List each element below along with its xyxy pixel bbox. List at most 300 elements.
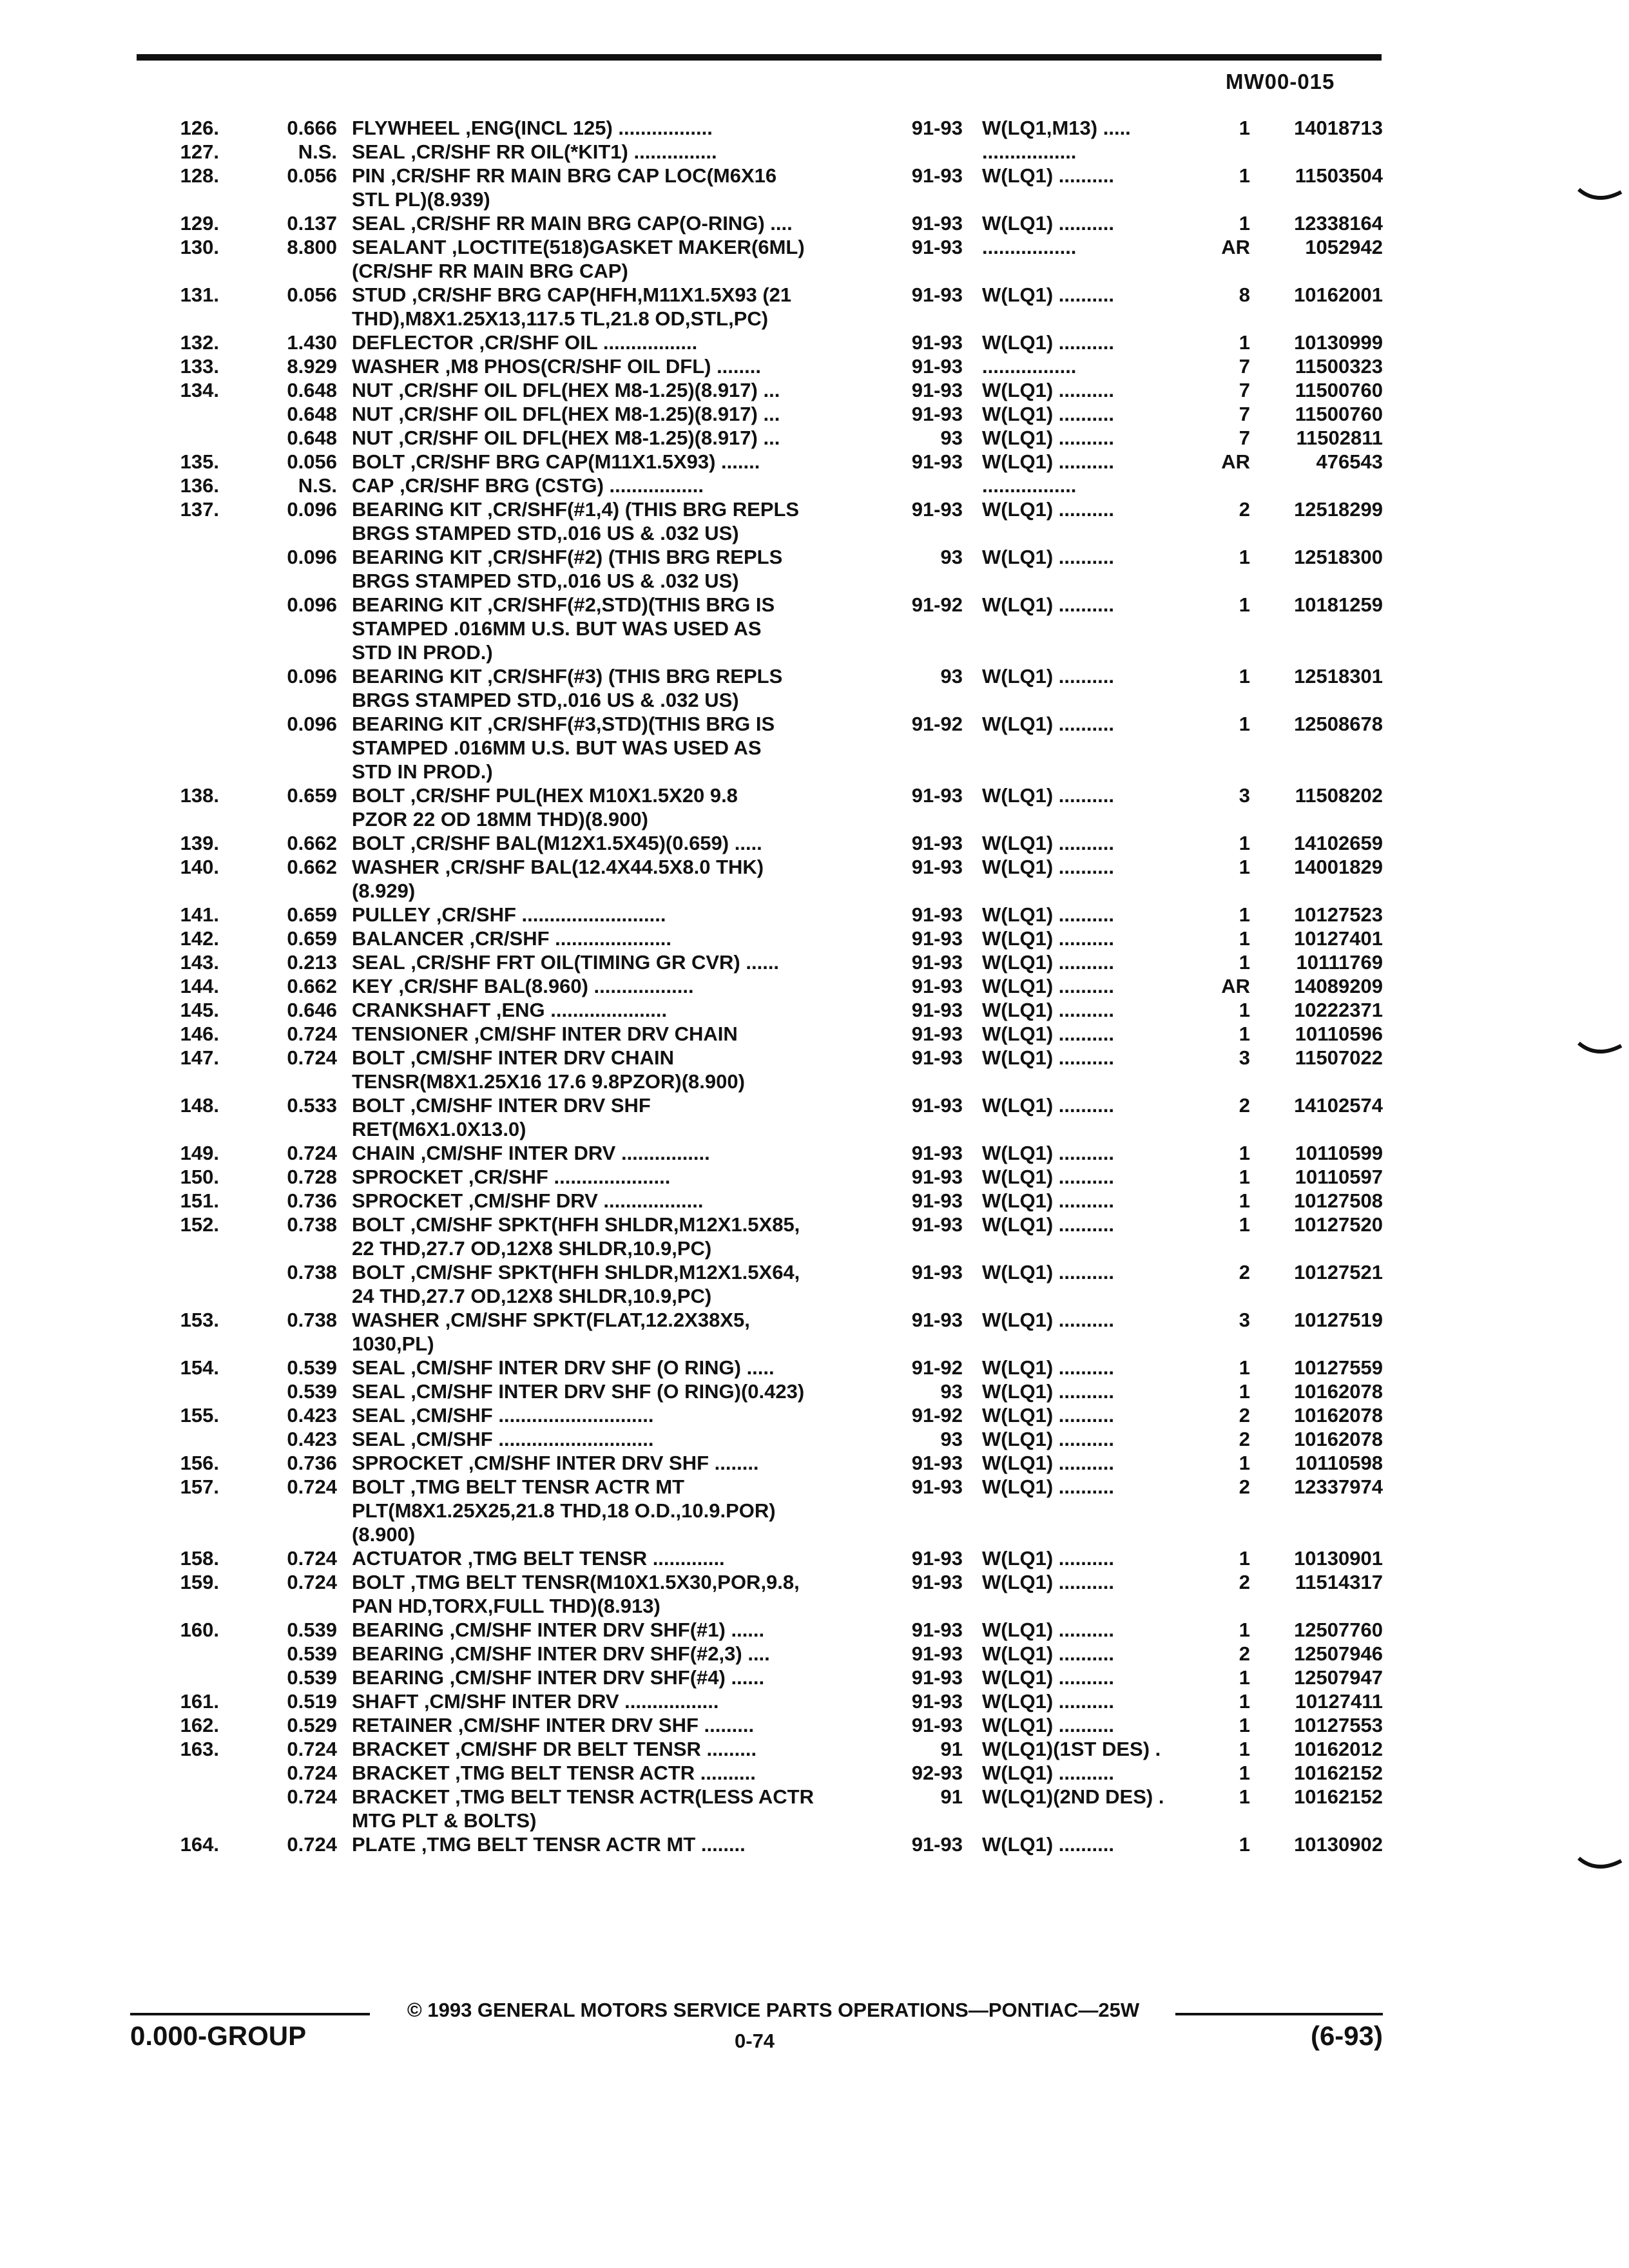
- table-row: [0, 1570, 1629, 1618]
- part-name: SPROCKET: [352, 1166, 463, 1188]
- part-detail: ,CM/SHF INTER DRV SHF(#4) ......: [443, 1666, 765, 1689]
- table-row: [0, 1260, 1629, 1308]
- item-number: 140.: [180, 856, 219, 878]
- part-description: [352, 450, 880, 474]
- part-description: [352, 164, 880, 211]
- table-row: [0, 1666, 1629, 1689]
- usage-code: W(LQ1) ..........: [982, 212, 1114, 235]
- part-detail: ,CR/SHF RR MAIN BRG CAP(O-RING) ....: [405, 212, 793, 235]
- part-number: 12518299: [1294, 498, 1383, 521]
- part-description: [352, 116, 880, 140]
- item-number: 158.: [180, 1547, 219, 1570]
- table-row: [0, 164, 1629, 211]
- quantity: 3: [1239, 784, 1250, 807]
- part-description: [352, 1403, 880, 1427]
- page-number: 0-74: [735, 2030, 775, 2052]
- part-description: [352, 1427, 880, 1451]
- part-detail: ,CM/SHF INTER DRV SHF .........: [452, 1714, 755, 1736]
- table-row: [0, 402, 1629, 426]
- part-description: [352, 903, 880, 927]
- part-description: [352, 712, 880, 783]
- table-row: [0, 1165, 1629, 1189]
- part-detail: ,CR/SHF RR MAIN BRG CAP LOC(M6X16 STL PL)(8.939): [352, 164, 777, 211]
- model-years: 91-93: [911, 1666, 963, 1689]
- group-code: 0.539: [287, 1619, 337, 1641]
- part-detail: ,ENG(INCL 125) .................: [459, 117, 713, 139]
- group-code: 0.724: [287, 1142, 337, 1164]
- item-number: 160.: [180, 1619, 219, 1641]
- usage-code: W(LQ1) ..........: [982, 1166, 1114, 1188]
- part-name: SEAL: [352, 1356, 405, 1379]
- part-description: [352, 783, 880, 831]
- model-years: 93: [940, 665, 963, 687]
- table-row: [0, 211, 1629, 235]
- part-name: SEAL: [352, 1380, 405, 1403]
- item-number: 126.: [180, 117, 219, 139]
- quantity: 2: [1239, 1094, 1250, 1117]
- model-years: 93: [940, 427, 963, 449]
- quantity: 1: [1239, 164, 1250, 187]
- model-years: 91-93: [911, 1023, 963, 1045]
- part-number: 12507946: [1294, 1642, 1383, 1665]
- usage-code: W(LQ1) ..........: [982, 593, 1114, 616]
- table-row: [0, 140, 1629, 164]
- part-number: 14102574: [1294, 1094, 1383, 1117]
- usage-code: W(LQ1) ..........: [982, 1762, 1114, 1784]
- model-years: 91-93: [911, 999, 963, 1021]
- usage-code: W(LQ1) ..........: [982, 498, 1114, 521]
- item-number: 153.: [180, 1309, 219, 1331]
- part-number: 10110598: [1295, 1452, 1383, 1474]
- table-row: [0, 1618, 1629, 1642]
- part-detail: ,CM/SHF INTER DRV .................: [418, 1690, 719, 1713]
- group-code: 1.430: [287, 331, 337, 354]
- item-number: 151.: [180, 1189, 219, 1212]
- part-name: SEAL: [352, 140, 405, 163]
- part-detail: ,CM/SHF DRV ..................: [463, 1189, 704, 1212]
- part-description: [352, 1475, 880, 1546]
- part-detail: ,CR/SHF RR OIL(*KIT1) ...............: [405, 140, 717, 163]
- model-years: 91-93: [911, 1166, 963, 1188]
- model-years: 91-93: [911, 1309, 963, 1331]
- group-code: 8.800: [287, 236, 337, 258]
- part-name: RETAINER: [352, 1714, 453, 1736]
- group-code: 0.736: [287, 1452, 337, 1474]
- model-years: 91-93: [911, 1094, 963, 1117]
- table-row: [0, 974, 1629, 998]
- group-code: 0.738: [287, 1213, 337, 1236]
- part-description: [352, 1570, 880, 1618]
- quantity: 1: [1239, 546, 1250, 568]
- quantity: 1: [1239, 1690, 1250, 1713]
- usage-code: W(LQ1) ..........: [982, 1142, 1114, 1164]
- part-description: [352, 927, 880, 950]
- part-detail: ,CM/SHF ............................: [405, 1404, 654, 1427]
- part-description: [352, 1213, 880, 1260]
- part-number: 14018713: [1294, 117, 1383, 139]
- model-years: 91-93: [911, 1833, 963, 1856]
- quantity: 1: [1239, 903, 1250, 926]
- quantity: 2: [1239, 498, 1250, 521]
- quantity: 1: [1239, 951, 1250, 974]
- model-years: 91-93: [911, 331, 963, 354]
- group-code: 0.648: [287, 427, 337, 449]
- part-number: 10127523: [1294, 903, 1383, 926]
- item-number: 164.: [180, 1833, 219, 1856]
- group-code: 0.724: [287, 1547, 337, 1570]
- group-code: 0.724: [287, 1762, 337, 1784]
- table-row: [0, 1689, 1629, 1713]
- model-years: 91-93: [911, 498, 963, 521]
- model-years: 91-93: [911, 1475, 963, 1498]
- part-number: 10111769: [1296, 951, 1383, 974]
- part-detail: ,CR/SHF(#2) (THIS BRG REPLS BRGS STAMPED STD,.016 US & .032 US): [352, 546, 783, 592]
- item-number: 159.: [180, 1571, 219, 1593]
- group-code: 0.738: [287, 1261, 337, 1283]
- usage-code: W(LQ1) ..........: [982, 1547, 1114, 1570]
- item-number: 144.: [180, 975, 219, 997]
- usage-code: W(LQ1) ..........: [982, 832, 1114, 854]
- part-name: SPROCKET: [352, 1189, 463, 1212]
- part-name: ACTUATOR: [352, 1547, 463, 1570]
- table-row: [0, 1427, 1629, 1451]
- quantity: 1: [1239, 832, 1250, 854]
- group-code: 0.648: [287, 379, 337, 401]
- model-years: 91-93: [911, 355, 963, 378]
- quantity: 1: [1239, 713, 1250, 735]
- table-row: [0, 1189, 1629, 1213]
- part-number: 10130902: [1294, 1833, 1383, 1856]
- table-row: [0, 593, 1629, 664]
- usage-code: W(LQ1) ..........: [982, 975, 1114, 997]
- usage-code: W(LQ1) ..........: [982, 1619, 1114, 1641]
- part-name: SEAL: [352, 1404, 405, 1427]
- table-row: [0, 927, 1629, 950]
- usage-code: W(LQ1) ..........: [982, 1428, 1114, 1450]
- part-detail: ,CR/SHF BAL(M12X1.5X45)(0.659) .....: [405, 832, 762, 854]
- part-detail: ,CM/SHF INTER DRV CHAIN TENSR(M8X1.25X16 17.6 9.8PZOR)(8.900): [352, 1046, 745, 1093]
- part-name: BOLT: [352, 1213, 405, 1236]
- binder-mark-1: [1577, 187, 1623, 206]
- part-name: SEAL: [352, 1428, 405, 1450]
- part-description: [352, 1165, 880, 1189]
- usage-code: W(LQ1) ..........: [982, 1046, 1114, 1069]
- part-number: 10110599: [1295, 1142, 1383, 1164]
- part-name: BRACKET: [352, 1785, 450, 1808]
- group-code: 0.724: [287, 1833, 337, 1856]
- group-code: 0.738: [287, 1309, 337, 1331]
- model-years: 91: [940, 1738, 963, 1760]
- part-name: SEAL: [352, 951, 405, 974]
- part-detail: ,CR/SHF(#3,STD)(THIS BRG IS STAMPED .016MM U.S. BUT WAS USED AS STD IN PROD.): [352, 713, 775, 783]
- group-code: 0.662: [287, 856, 337, 878]
- binder-mark-3: [1577, 1856, 1623, 1875]
- quantity: 2: [1239, 1642, 1250, 1665]
- part-description: [352, 1308, 880, 1356]
- part-number: 10181259: [1294, 593, 1383, 616]
- item-number: 130.: [180, 236, 219, 258]
- item-number: 139.: [180, 832, 219, 854]
- table-row: [0, 283, 1629, 331]
- table-row: [0, 235, 1629, 283]
- model-years: 91: [940, 1785, 963, 1808]
- part-name: BOLT: [352, 784, 405, 807]
- item-number: 131.: [180, 284, 219, 306]
- part-detail: ,CR/SHF BRG (CSTG) .................: [394, 474, 704, 497]
- table-row: [0, 1451, 1629, 1475]
- quantity: 1: [1239, 1714, 1250, 1736]
- item-number: 157.: [180, 1475, 219, 1498]
- part-name: BEARING KIT: [352, 713, 482, 735]
- quantity: 1: [1239, 1762, 1250, 1784]
- model-years: 91-93: [911, 832, 963, 854]
- part-detail: ,CM/SHF INTER DRV SHF(#1) ......: [443, 1619, 765, 1641]
- part-name: NUT: [352, 427, 393, 449]
- table-row: [0, 1022, 1629, 1046]
- table-row: [0, 1475, 1629, 1546]
- item-number: 152.: [180, 1213, 219, 1236]
- part-number: 10162012: [1294, 1738, 1383, 1760]
- part-name: FLYWHEEL: [352, 117, 460, 139]
- quantity: 1: [1239, 1833, 1250, 1856]
- quantity: 1: [1239, 1619, 1250, 1641]
- usage-code: W(LQ1) ..........: [982, 379, 1114, 401]
- part-number: 1052942: [1305, 236, 1383, 258]
- part-name: WASHER: [352, 355, 440, 378]
- quantity: 1: [1239, 1452, 1250, 1474]
- part-detail: ,CR/SHF PUL(HEX M10X1.5X20 9.8 PZOR 22 OD 18MM THD)(8.900): [352, 784, 738, 831]
- table-row: [0, 831, 1629, 855]
- item-number: 129.: [180, 212, 219, 235]
- part-number: 11507022: [1295, 1046, 1383, 1069]
- usage-code: W(LQ1) ..........: [982, 1404, 1114, 1427]
- model-years: 91-93: [911, 1142, 963, 1164]
- part-description: [352, 1785, 880, 1832]
- group-code: 0.539: [287, 1642, 337, 1665]
- model-years: 91-92: [911, 1356, 963, 1379]
- part-detail: ,CR/SHF OIL .................: [473, 331, 698, 354]
- quantity: 7: [1239, 355, 1250, 378]
- table-row: [0, 1785, 1629, 1832]
- part-number: 12508678: [1294, 713, 1383, 735]
- part-number: 10127559: [1294, 1356, 1383, 1379]
- quantity: 1: [1239, 1142, 1250, 1164]
- model-years: 93: [940, 1380, 963, 1403]
- usage-code: W(LQ1) ..........: [982, 1714, 1114, 1736]
- part-name: DEFLECTOR: [352, 331, 474, 354]
- model-years: 91-93: [911, 1619, 963, 1641]
- table-row: [0, 497, 1629, 545]
- part-description: [352, 1022, 880, 1046]
- table-row: [0, 1832, 1629, 1856]
- usage-code: W(LQ1) ..........: [982, 856, 1114, 878]
- table-row: [0, 426, 1629, 450]
- usage-code: W(LQ1) ..........: [982, 164, 1114, 187]
- group-code: 0.096: [287, 498, 337, 521]
- part-description: [352, 1093, 880, 1141]
- quantity: 3: [1239, 1309, 1250, 1331]
- part-detail: ,CR/SHF(#1,4) (THIS BRG REPLS BRGS STAMPED STD,.016 US & .032 US): [352, 498, 800, 544]
- part-name: STUD: [352, 284, 407, 306]
- part-number: 10162078: [1294, 1380, 1383, 1403]
- model-years: 91-93: [911, 975, 963, 997]
- table-row: [0, 450, 1629, 474]
- usage-code: W(LQ1) ..........: [982, 546, 1114, 568]
- part-description: [352, 1260, 880, 1308]
- group-code: 0.096: [287, 593, 337, 616]
- part-number: 10162152: [1294, 1762, 1383, 1784]
- table-row: [0, 998, 1629, 1022]
- part-name: PLATE: [352, 1833, 416, 1856]
- group-code: 0.724: [287, 1475, 337, 1498]
- model-years: 91-93: [911, 1714, 963, 1736]
- model-years: 91-93: [911, 1452, 963, 1474]
- part-description: [352, 998, 880, 1022]
- part-description: [352, 402, 880, 426]
- item-number: 155.: [180, 1404, 219, 1427]
- part-number: 11500760: [1295, 379, 1383, 401]
- item-number: 134.: [180, 379, 219, 401]
- group-code: 0.423: [287, 1404, 337, 1427]
- part-description: [352, 497, 880, 545]
- table-row: [0, 712, 1629, 783]
- part-name: PULLEY: [352, 903, 431, 926]
- part-description: [352, 235, 880, 283]
- usage-code: W(LQ1,M13) .....: [982, 117, 1131, 139]
- part-name: BEARING KIT: [352, 665, 482, 687]
- quantity: 3: [1239, 1046, 1250, 1069]
- part-description: [352, 1832, 880, 1856]
- part-description: [352, 283, 880, 331]
- part-description: [352, 1642, 880, 1666]
- part-number: 14102659: [1294, 832, 1383, 854]
- part-description: [352, 211, 880, 235]
- item-number: 145.: [180, 999, 219, 1021]
- part-name: BOLT: [352, 1571, 405, 1593]
- quantity: 1: [1239, 331, 1250, 354]
- part-description: [352, 474, 880, 497]
- group-code: N.S.: [298, 140, 337, 163]
- part-detail: ,CM/SHF INTER DRV SHF(#2,3) ....: [443, 1642, 770, 1665]
- part-number: 476543: [1316, 450, 1383, 473]
- group-code: 0.659: [287, 784, 337, 807]
- usage-code: .................: [982, 474, 1077, 497]
- table-row: [0, 1046, 1629, 1093]
- group-code: 0.662: [287, 975, 337, 997]
- table-row: [0, 1642, 1629, 1666]
- part-detail: ,CR/SHF .....................: [463, 1166, 671, 1188]
- part-description: [352, 593, 880, 664]
- usage-code: W(LQ1) ..........: [982, 951, 1114, 974]
- part-detail: ,TMG BELT TENSR .............: [462, 1547, 725, 1570]
- usage-code: W(LQ1) ..........: [982, 999, 1114, 1021]
- model-years: 91-93: [911, 1571, 963, 1593]
- part-number: 11508202: [1295, 784, 1383, 807]
- group-code: 0.724: [287, 1738, 337, 1760]
- usage-code: W(LQ1) ..........: [982, 1094, 1114, 1117]
- part-name: PIN: [352, 164, 385, 187]
- part-number: 10130901: [1294, 1547, 1383, 1570]
- part-detail: ,CM/SHF INTER DRV SHF RET(M6X1.0X13.0): [352, 1094, 651, 1140]
- item-number: 154.: [180, 1356, 219, 1379]
- part-number: 10127411: [1295, 1690, 1383, 1713]
- usage-code: W(LQ1) ..........: [982, 1475, 1114, 1498]
- usage-code: .................: [982, 140, 1077, 163]
- group-code: 0.646: [287, 999, 337, 1021]
- part-number: 10162078: [1294, 1404, 1383, 1427]
- group-code: 0.213: [287, 951, 337, 974]
- part-detail: ,TMG BELT TENSR ACTR MT PLT(M8X1.25X25,21.8 THD,18 O.D.,10.9.POR) (8.900): [352, 1475, 776, 1546]
- part-description: [352, 1379, 880, 1403]
- table-row: [0, 474, 1629, 497]
- usage-code: W(LQ1) ..........: [982, 1356, 1114, 1379]
- table-row: [0, 1356, 1629, 1379]
- item-number: 143.: [180, 951, 219, 974]
- part-name: SEAL: [352, 212, 405, 235]
- group-code: 0.724: [287, 1023, 337, 1045]
- part-description: [352, 354, 880, 378]
- table-row: [0, 1713, 1629, 1737]
- group-code: 0.736: [287, 1189, 337, 1212]
- table-row: [0, 1737, 1629, 1761]
- quantity: 1: [1239, 1023, 1250, 1045]
- quantity: AR: [1221, 975, 1250, 997]
- quantity: 2: [1239, 1404, 1250, 1427]
- model-years: 91-93: [911, 1642, 963, 1665]
- quantity: 1: [1239, 1166, 1250, 1188]
- quantity: 1: [1239, 1666, 1250, 1689]
- quantity: 1: [1239, 212, 1250, 235]
- part-name: CRANKSHAFT: [352, 999, 491, 1021]
- part-name: BOLT: [352, 1475, 405, 1498]
- part-name: BOLT: [352, 450, 405, 473]
- group-code: 0.539: [287, 1666, 337, 1689]
- usage-code: W(LQ1) ..........: [982, 427, 1114, 449]
- top-rule: [137, 54, 1382, 61]
- group-code: 0.728: [287, 1166, 337, 1188]
- group-code: 0.539: [287, 1356, 337, 1379]
- part-number: 10130999: [1294, 331, 1383, 354]
- group-code: 0.724: [287, 1046, 337, 1069]
- group-code: 0.096: [287, 665, 337, 687]
- group-code: 0.724: [287, 1571, 337, 1593]
- part-description: [352, 1046, 880, 1093]
- part-description: [352, 831, 880, 855]
- part-description: [352, 1666, 880, 1689]
- part-detail: ,TMG BELT TENSR ACTR(LESS ACTR MTG PLT & BOLTS): [352, 1785, 814, 1832]
- part-number: 12338164: [1294, 212, 1383, 235]
- usage-code: W(LQ1) ..........: [982, 713, 1114, 735]
- group-code: 0.539: [287, 1380, 337, 1403]
- item-number: 146.: [180, 1023, 219, 1045]
- part-detail: ,CM/SHF INTER DRV SHF ........: [463, 1452, 759, 1474]
- usage-code: W(LQ1) ..........: [982, 1213, 1114, 1236]
- part-description: [352, 1689, 880, 1713]
- part-description: [352, 331, 880, 354]
- part-number: 10127508: [1294, 1189, 1383, 1212]
- part-name: BOLT: [352, 1046, 405, 1069]
- usage-code: W(LQ1) ..........: [982, 1189, 1114, 1212]
- part-description: [352, 1141, 880, 1165]
- part-name: BEARING KIT: [352, 546, 482, 568]
- part-description: [352, 950, 880, 974]
- part-detail: ,CM/SHF SPKT(HFH SHLDR,M12X1.5X85, 22 THD,27.7 OD,12X8 SHLDR,10.9,PC): [352, 1213, 800, 1260]
- quantity: 2: [1239, 1428, 1250, 1450]
- part-number: 10110596: [1295, 1023, 1383, 1045]
- part-name: CHAIN: [352, 1142, 416, 1164]
- model-years: 91-93: [911, 403, 963, 425]
- part-number: 10162078: [1294, 1428, 1383, 1450]
